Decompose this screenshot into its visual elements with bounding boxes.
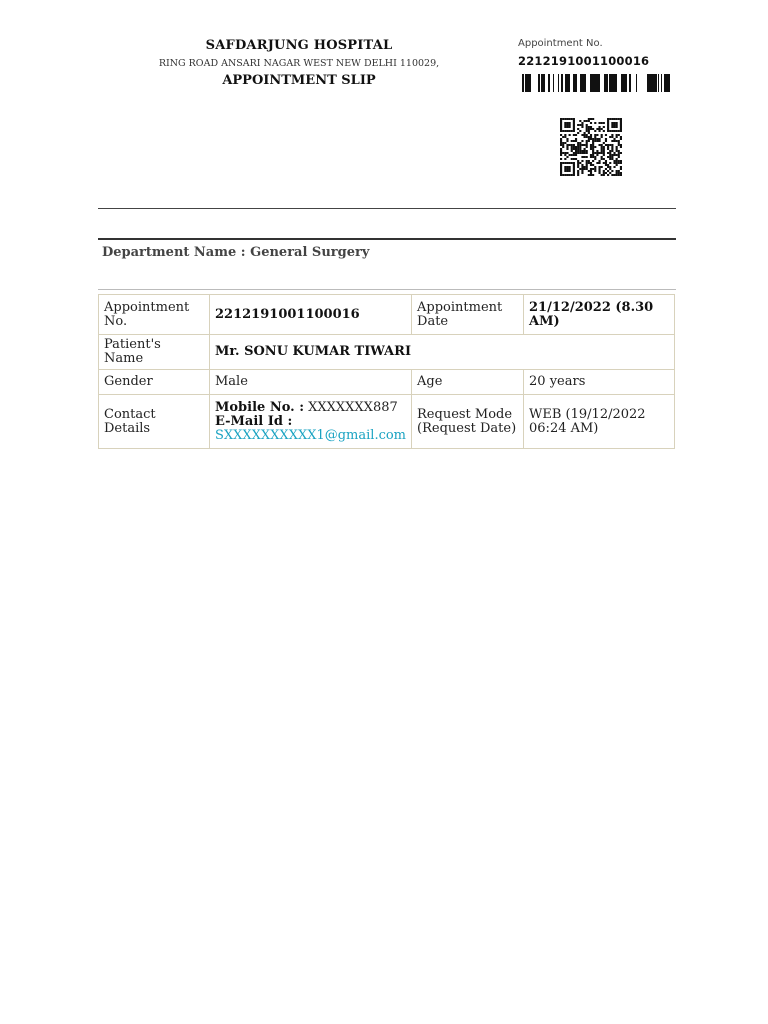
department-divider — [98, 289, 676, 290]
section-divider — [98, 238, 676, 240]
qr-code-image — [560, 118, 622, 176]
email-label: E-Mail Id : — [215, 413, 293, 429]
appointment-date-value: 21/12/2022 (8.30 AM) — [524, 295, 675, 335]
appointment-no-label: Appointment No. — [99, 295, 210, 335]
mobile-value: XXXXXXX887 — [308, 399, 398, 415]
appointment-no-value: 2212191001100016 — [210, 295, 412, 335]
appointment-number-value: 2212191001100016 — [518, 54, 650, 68]
hospital-address: RING ROAD ANSARI NAGAR WEST NEW DELHI 110029, — [158, 58, 440, 69]
email-value[interactable]: SXXXXXXXXXX1@gmail.com — [215, 427, 407, 443]
age-value: 20 years — [524, 370, 675, 395]
request-mode-label: Request Mode (Request Date) — [412, 395, 524, 449]
table-row — [99, 395, 675, 449]
patient-name-value: Mr. SONU KUMAR TIWARI — [210, 335, 675, 370]
request-mode-value: WEB (19/12/2022 06:24 AM) — [524, 395, 675, 449]
hospital-header — [140, 38, 458, 88]
appointment-number-label: Appointment No. — [518, 38, 603, 49]
barcode-image — [522, 74, 670, 92]
contact-details-value — [210, 395, 412, 449]
gender-value: Male — [210, 370, 412, 395]
header-divider — [98, 208, 676, 209]
table-row — [99, 295, 675, 335]
table-row — [99, 370, 675, 395]
table-row — [99, 335, 675, 370]
mobile-label: Mobile No. : — [215, 399, 305, 415]
appointment-details-table — [98, 294, 675, 449]
contact-details-label: Contact Details — [99, 395, 210, 449]
slip-title: APPOINTMENT SLIP — [222, 73, 376, 88]
hospital-name: SAFDARJUNG HOSPITAL — [205, 38, 393, 53]
appointment-date-label: Appointment Date — [412, 295, 524, 335]
age-label: Age — [412, 370, 524, 395]
department-name: Department Name : General Surgery — [102, 245, 370, 260]
patient-name-label: Patient's Name — [99, 335, 210, 370]
gender-label: Gender — [99, 370, 210, 395]
appointment-number-block — [518, 38, 678, 68]
